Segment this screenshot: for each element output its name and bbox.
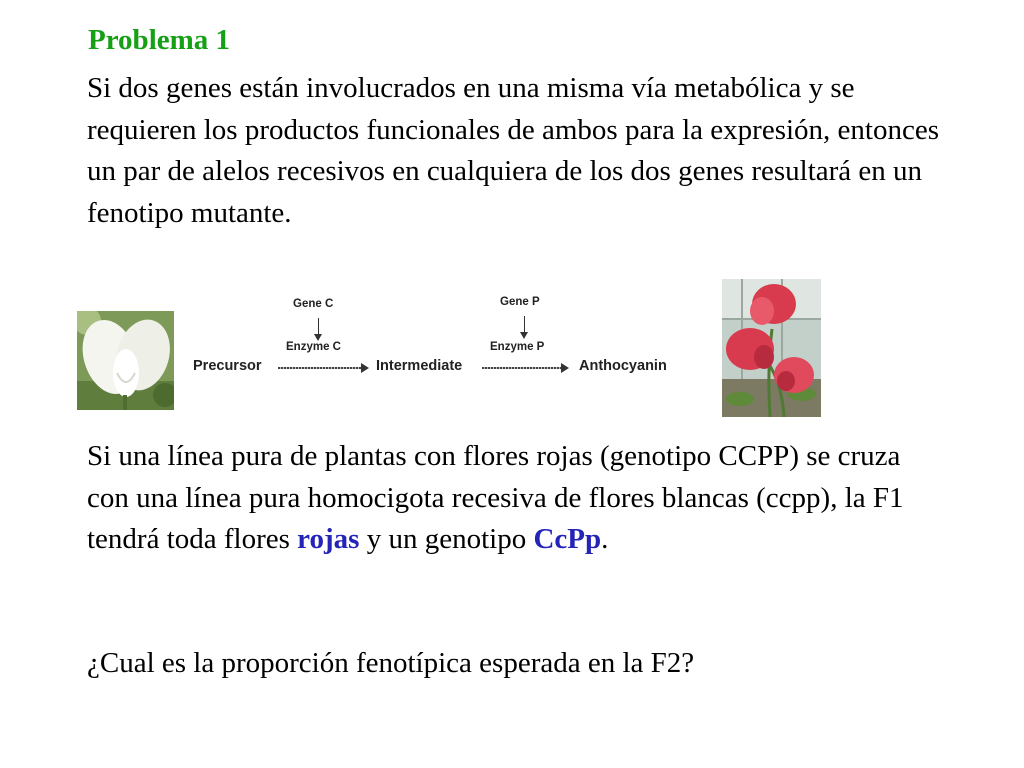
slide-title: Problema 1 xyxy=(88,24,231,56)
gene-c-label: Gene C xyxy=(293,298,334,310)
gene-p-label: Gene P xyxy=(500,296,540,308)
enzyme-p-label: Enzyme P xyxy=(490,341,545,353)
enzyme-c-label: Enzyme C xyxy=(286,341,341,353)
intermediate-label: Intermediate xyxy=(376,358,463,374)
arrow-intermediate-to-anthocyanin xyxy=(482,367,562,369)
anthocyanin-label: Anthocyanin xyxy=(579,358,667,374)
intro-paragraph: Si dos genes están involucrados en una misma vía metabólica y se requieren los productos funcionales de ambos para la expresión, entonces un par de alelos recesivos en cualquiera de los dos genes resultará en un fenotipo mutante. xyxy=(87,72,939,229)
gene-c-arrow xyxy=(318,318,319,336)
arrow-precursor-to-intermediate xyxy=(278,367,362,369)
question-paragraph: ¿Cual es la proporción fenotípica esperada en la F2? xyxy=(87,647,695,679)
cross-text-part1: Si una línea pura de plantas con flores rojas (genotipo CCPP) se cruza con una línea pura homocigota recesiva de flores blancas (ccpp), la F1 tendrá toda flores xyxy=(87,440,904,555)
metabolic-pathway-diagram xyxy=(190,292,690,392)
highlight-rojas: rojas xyxy=(297,523,360,555)
cross-text-part2: y un genotipo xyxy=(359,523,534,555)
cross-paragraph xyxy=(87,436,947,561)
highlight-genotype: CcPp xyxy=(533,523,602,555)
white-flower-photo xyxy=(77,311,174,410)
red-flower-photo xyxy=(722,279,821,417)
gene-p-arrow xyxy=(524,316,525,334)
precursor-label: Precursor xyxy=(193,358,262,374)
cross-text-part3: . xyxy=(601,523,609,555)
